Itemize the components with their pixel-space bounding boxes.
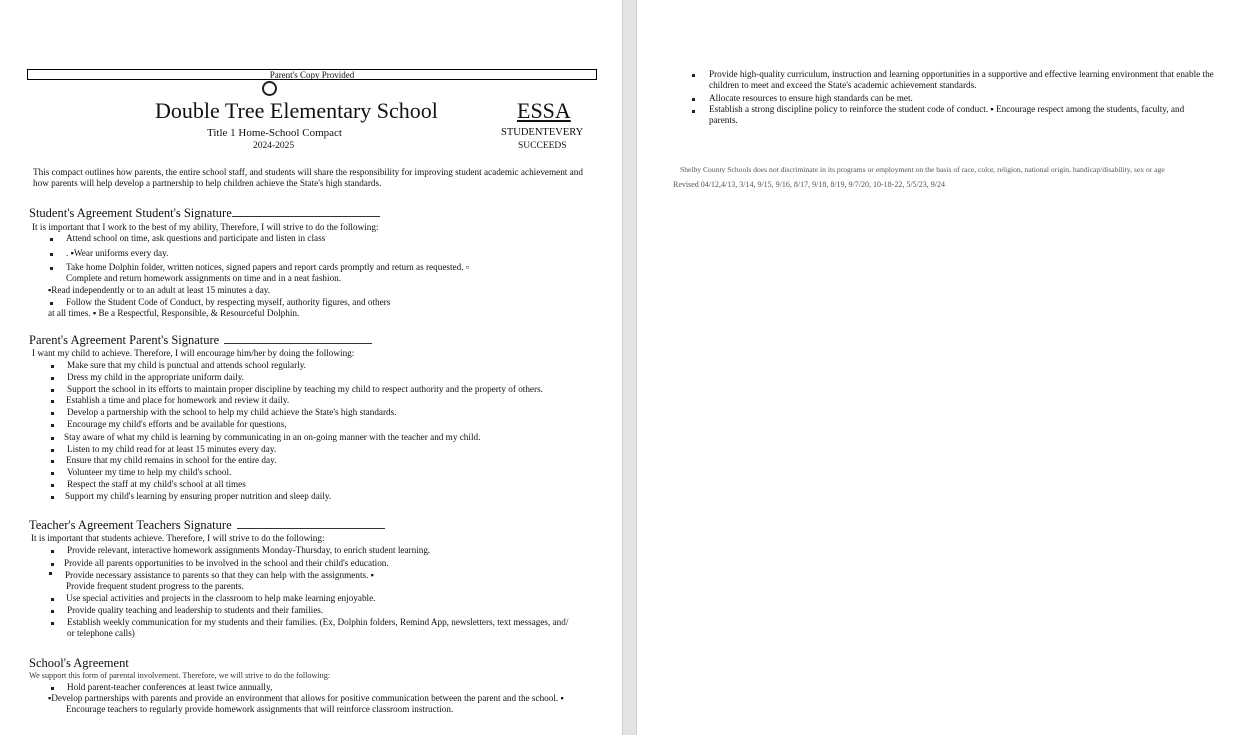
bullet-icon (51, 437, 54, 440)
teacher-item: Provide necessary assistance to parents so that they can help with the assignments. ▪ (65, 570, 374, 580)
bullet-icon (51, 610, 54, 613)
school-item: Establish a strong discipline policy to reinforce the student code of conduct. ▪ Encourage respect among the students, faculty, and parents. (709, 104, 1185, 125)
bullet-icon (51, 598, 54, 601)
bullet-icon (51, 365, 54, 368)
revision-dates: Revised 04/12,4/13, 3/14, 9/15, 9/16, 8/17, 9/18, 8/19, 9/7/20, 10-18-22, 5/5/23, 9/24 (673, 180, 945, 189)
nondiscrimination-statement: Shelby County Schools does not discriminate in its programs or employment on the basis of race, color, religion, national origin, handicap/disability, sex or age (680, 165, 1165, 174)
parent-item: Encourage my child's efforts and be available for questions, (67, 419, 287, 429)
essa-tagline-2: SUCCEEDS (518, 141, 567, 151)
intro-paragraph: This compact outlines how parents, the entire school staff, and students will share the responsibility for improving student academic achievement and how parents will help develop a partnership to help children achieve the State's high standards. (33, 167, 583, 188)
parent-heading-text: Parent's Agreement Parent's Signature (29, 333, 220, 347)
teacher-item: Use special activities and projects in the classroom to help make learning enjoyable. (66, 593, 376, 603)
parent-item: Volunteer my time to help my child's school. (67, 467, 232, 477)
parent-item: Make sure that my child is punctual and attends school regularly. (67, 360, 306, 370)
bullet-icon (51, 412, 54, 415)
bullet-icon (51, 563, 54, 566)
bullet-icon (50, 302, 53, 305)
parent-intro: I want my child to achieve. Therefore, I will encourage him/her by doing the following: (32, 348, 355, 358)
bullet-icon (50, 253, 53, 256)
bullet-icon (51, 472, 54, 475)
student-item: at all times. ▪ Be a Respectful, Responsible, & Resourceful Dolphin. (48, 308, 300, 318)
parent-item: Support the school in its efforts to maintain proper discipline by teaching my child to respect authority and the property of others. (67, 384, 543, 394)
bullet-icon (51, 449, 54, 452)
bullet-icon (49, 572, 52, 575)
bullet-icon (51, 496, 54, 499)
circle-marker (262, 81, 277, 96)
school-item: Encourage teachers to regularly provide homework assignments that will reinforce classroom instruction. (66, 704, 454, 714)
parent-item: Establish a time and place for homework and review it daily. (66, 395, 290, 405)
bullet-icon (692, 110, 695, 113)
bullet-icon (692, 74, 695, 77)
school-item: Provide high-quality curriculum, instruction and learning opportunities in a supportive and effective learning environment that enable the children to meet and exceed the State's academic achievement standards. (709, 69, 1214, 90)
bullet-icon (50, 267, 53, 270)
parent-item: Ensure that my child remains in school for the entire day. (66, 455, 277, 465)
school-item: Allocate resources to ensure high standards can be met. (709, 93, 913, 103)
teacher-item: Provide all parents opportunities to be involved in the school and their child's education. (64, 558, 389, 568)
teacher-item: Establish weekly communication for my students and their families. (Ex, Dolphin folders, Remind App, newsletters, text messages, and/ (67, 617, 569, 627)
school-item: Hold parent-teacher conferences at least twice annually, (67, 682, 273, 692)
bullet-icon (51, 377, 54, 380)
teacher-signature-line[interactable] (237, 518, 385, 529)
student-item: Follow the Student Code of Conduct, by respecting myself, authority figures, and others (66, 297, 391, 307)
school-agreement-heading: School's Agreement (29, 656, 129, 670)
student-signature-line[interactable] (232, 206, 380, 217)
student-item: Attend school on time, ask questions and participate and listen in class (66, 233, 326, 243)
bullet-icon (692, 98, 695, 101)
essa-tagline-1: STUDENTEVERY (501, 127, 584, 138)
school-item: ▪Develop partnerships with parents and provide an environment that allows for positive communication between the parent and the school. ▪ (48, 693, 564, 703)
compact-subtitle: Title 1 Home-School Compact (207, 127, 342, 139)
bullet-icon (50, 238, 53, 241)
parent-item: Develop a partnership with the school to help my child achieve the State's high standards. (67, 407, 397, 417)
parent-item: Support my child's learning by ensuring proper nutrition and sleep daily. (65, 491, 332, 501)
student-item: Complete and return homework assignments on time and in a neat fashion. (66, 273, 342, 283)
teacher-agreement-heading (29, 518, 385, 533)
parent-item: Dress my child in the appropriate uniform daily. (67, 372, 244, 382)
bullet-icon (51, 424, 54, 427)
parent-signature-line[interactable] (224, 333, 372, 344)
parent-copy-notice: Parent's Copy Provided (27, 69, 597, 80)
school-name: Double Tree Elementary School (155, 98, 438, 123)
school-year: 2024-2025 (253, 141, 295, 151)
bullet-icon (51, 622, 54, 625)
teacher-item: Provide frequent student progress to the parents. (66, 581, 244, 591)
bullet-icon (51, 460, 54, 463)
student-agreement-heading (29, 206, 380, 221)
student-item: Take home Dolphin folder, written notices, signed papers and report cards promptly and return as requested. ▫ (66, 262, 470, 272)
teacher-heading-text: Teacher's Agreement Teachers Signature (29, 518, 232, 532)
bullet-icon (51, 687, 54, 690)
teacher-item: Provide relevant, interactive homework assignments Monday-Thursday, to enrich student learning. (67, 545, 431, 555)
teacher-intro: It is important that students achieve. Therefore, I will strive to do the following: (31, 533, 325, 543)
parent-item: Listen to my child read for at least 15 minutes every day. (67, 444, 277, 454)
page-gutter (622, 0, 637, 735)
student-item: ▪Read independently or to an adult at least 15 minutes a day. (48, 285, 271, 295)
bullet-icon (51, 550, 54, 553)
teacher-item: Provide quality teaching and leadership to students and their families. (67, 605, 324, 615)
parent-item: Respect the staff at my child's school at all times (67, 479, 246, 489)
bullet-icon (51, 389, 54, 392)
school-intro: We support this form of parental involvement. Therefore, we will strive to do the following: (29, 671, 331, 680)
student-item: . ▪Wear uniforms every day. (66, 248, 169, 258)
essa-title: ESSA (517, 98, 571, 123)
bullet-icon (51, 400, 54, 403)
parent-agreement-heading (29, 333, 372, 348)
student-heading-text: Student's Agreement Student's Signature (29, 206, 232, 220)
document-page-1 (0, 0, 622, 735)
student-intro: It is important that I work to the best of my ability, Therefore, I will strive to do the following: (32, 222, 379, 232)
bullet-icon (51, 484, 54, 487)
teacher-item: or telephone calls) (67, 628, 135, 638)
parent-item: Stay aware of what my child is learning by communicating in an on-going manner with the teacher and my child. (64, 432, 481, 442)
document-page-2 (637, 0, 1247, 735)
